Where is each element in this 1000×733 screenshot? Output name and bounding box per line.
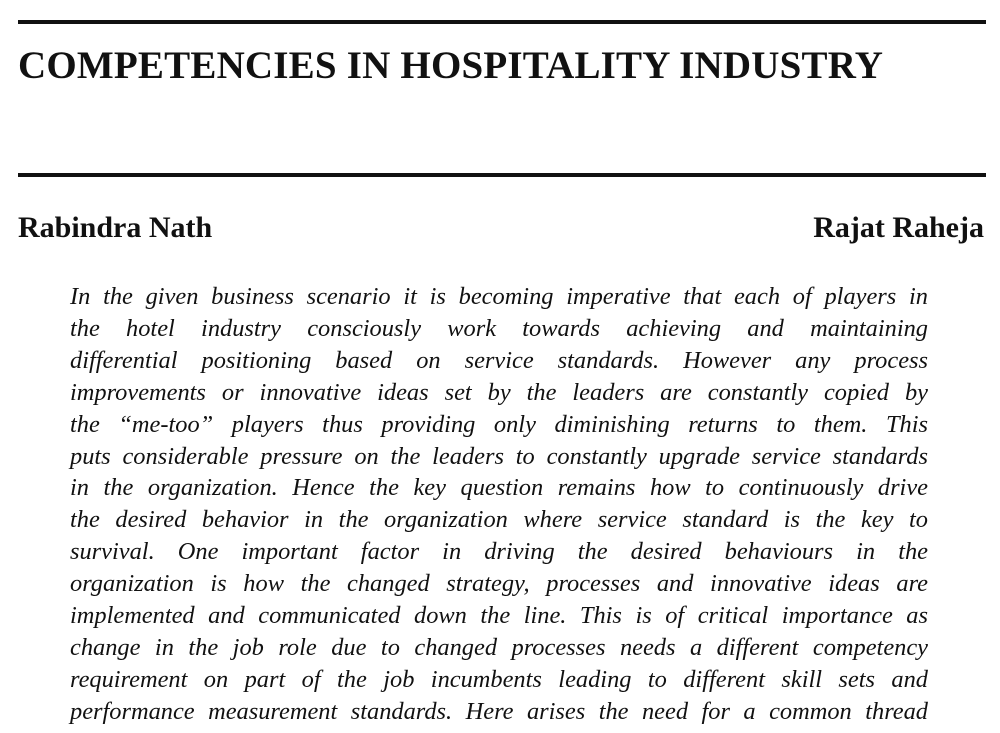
abstract-line: requirement on part of the job incumbents leading to different skill sets and	[70, 665, 928, 693]
abstract-line: change in the job role due to changed processes needs a different competency	[70, 633, 928, 661]
abstract-line: survival. One important factor in driving the desired behaviours in the	[70, 538, 928, 566]
abstract-line: the hotel industry consciously work towards achieving and maintaining	[70, 314, 928, 342]
abstract-line: improvements or innovative ideas set by the leaders are constantly copied by	[70, 378, 928, 406]
abstract-line: In the given business scenario it is becoming imperative that each of players in	[70, 283, 928, 310]
top-rule	[18, 20, 986, 24]
paper-title: COMPETENCIES IN HOSPITALITY INDUSTRY	[18, 44, 884, 87]
abstract-line: implemented and communicated down the line. This is of critical importance as	[70, 602, 928, 630]
abstract-line: organization is how the changed strategy, processes and innovative ideas are	[70, 570, 928, 598]
abstract-line: differential positioning based on service standards. However any process	[70, 346, 928, 374]
abstract-line: puts considerable pressure on the leaders to constantly upgrade service standards	[70, 442, 928, 470]
author-name: Rajat Raheja	[813, 211, 984, 244]
bottom-rule	[18, 173, 986, 177]
author-row	[18, 208, 984, 248]
abstract-line: in the organization. Hence the key question remains how to continuously drive	[70, 474, 928, 502]
abstract-line: the desired behavior in the organization where service standard is the key to	[70, 506, 928, 534]
abstract	[70, 281, 928, 728]
abstract-line: performance measurement standards. Here arises the need for a common thread	[70, 697, 928, 725]
abstract-line: the “me-too” players thus providing only diminishing returns to them. This	[70, 410, 928, 438]
author-name: Rabindra Nath	[18, 211, 213, 244]
